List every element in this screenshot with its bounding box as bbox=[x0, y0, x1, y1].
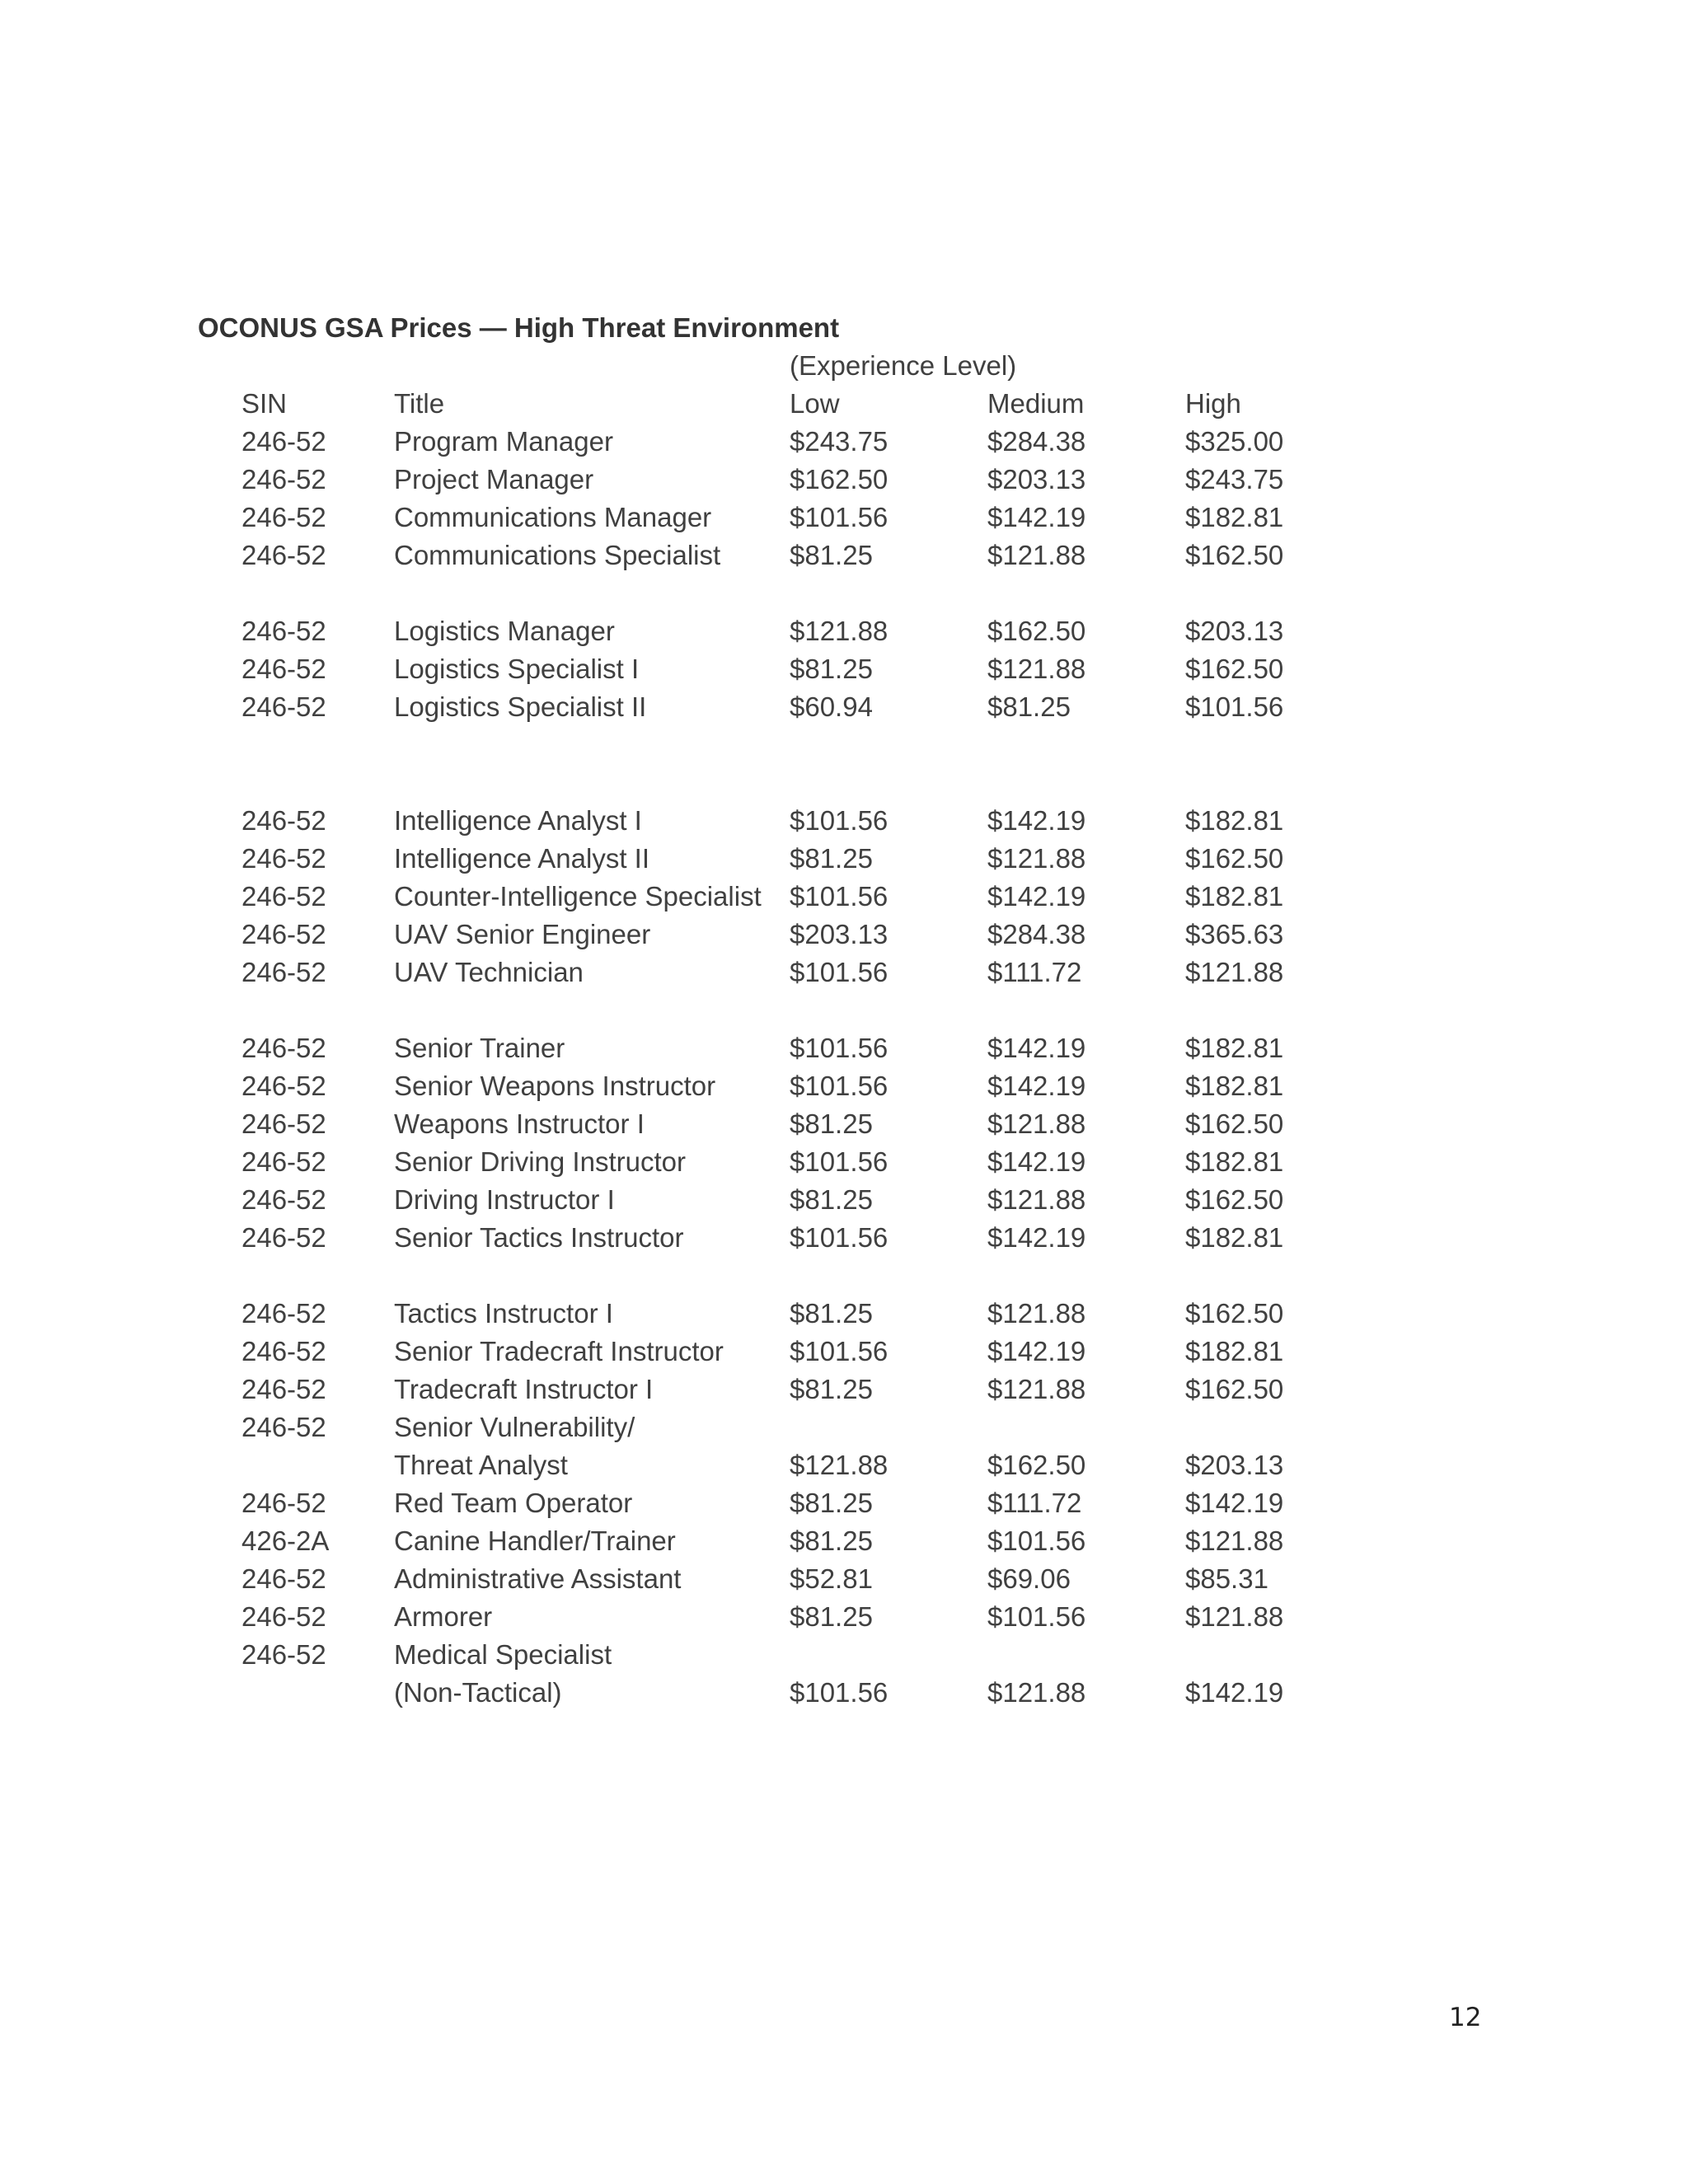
cell-low: $101.56 bbox=[790, 805, 889, 836]
cell-medium: $142.19 bbox=[987, 502, 1086, 532]
cell-title: UAV Senior Engineer bbox=[394, 919, 651, 949]
cell-medium: $142.19 bbox=[987, 881, 1086, 912]
cell-title: Senior Vulnerability/ bbox=[394, 1412, 635, 1442]
header-high: High bbox=[1185, 388, 1241, 419]
cell-medium: $142.19 bbox=[987, 1033, 1086, 1063]
cell-high: $182.81 bbox=[1185, 1033, 1284, 1063]
cell-high: $162.50 bbox=[1185, 540, 1284, 570]
table-row bbox=[0, 1522, 1688, 1560]
cell-sin: 246-52 bbox=[241, 843, 326, 874]
document-title: OCONUS GSA Prices — High Threat Environment bbox=[198, 312, 840, 343]
cell-low: $121.88 bbox=[790, 616, 889, 646]
cell-low: $121.88 bbox=[790, 1450, 889, 1480]
cell-high: $142.19 bbox=[1185, 1677, 1284, 1708]
cell-medium: $142.19 bbox=[987, 1222, 1086, 1253]
table-header-row bbox=[0, 385, 1688, 423]
cell-low: $101.56 bbox=[790, 881, 889, 912]
header-sin: SIN bbox=[241, 388, 288, 419]
cell-low: $81.25 bbox=[790, 843, 873, 874]
cell-sin: 246-52 bbox=[241, 1412, 326, 1442]
cell-title: UAV Technician bbox=[394, 957, 584, 987]
cell-high: $101.56 bbox=[1185, 691, 1284, 722]
cell-high: $182.81 bbox=[1185, 1146, 1284, 1177]
cell-sin: 246-52 bbox=[241, 881, 326, 912]
cell-high: $121.88 bbox=[1185, 1526, 1284, 1556]
table-row bbox=[0, 916, 1688, 954]
cell-sin: 246-52 bbox=[241, 919, 326, 949]
cell-high: $182.81 bbox=[1185, 881, 1284, 912]
cell-high: $325.00 bbox=[1185, 426, 1284, 457]
table-row bbox=[0, 1484, 1688, 1522]
cell-low: $81.25 bbox=[790, 1601, 873, 1632]
header-title: Title bbox=[394, 388, 445, 419]
cell-sin: 246-52 bbox=[241, 1222, 326, 1253]
cell-sin: 246-52 bbox=[241, 540, 326, 570]
cell-medium: $111.72 bbox=[987, 1488, 1082, 1518]
table-row bbox=[0, 1560, 1688, 1598]
cell-medium: $162.50 bbox=[987, 1450, 1086, 1480]
cell-low: $60.94 bbox=[790, 691, 873, 722]
cell-medium: $81.25 bbox=[987, 691, 1071, 722]
table-row bbox=[0, 954, 1688, 991]
cell-medium: $203.13 bbox=[987, 464, 1086, 494]
cell-medium: $69.06 bbox=[987, 1563, 1071, 1594]
cell-low: $162.50 bbox=[790, 464, 889, 494]
cell-title: Senior Weapons Instructor bbox=[394, 1071, 716, 1101]
cell-medium: $111.72 bbox=[987, 957, 1082, 987]
cell-sin: 246-52 bbox=[241, 1488, 326, 1518]
experience-level-label: (Experience Level) bbox=[790, 350, 1017, 381]
table-row bbox=[0, 461, 1688, 499]
cell-title: Medical Specialist bbox=[394, 1639, 612, 1670]
cell-low: $101.56 bbox=[790, 1033, 889, 1063]
cell-sin: 246-52 bbox=[241, 1336, 326, 1366]
cell-high: $162.50 bbox=[1185, 1184, 1284, 1215]
cell-medium: $101.56 bbox=[987, 1526, 1086, 1556]
cell-sin: 246-52 bbox=[241, 957, 326, 987]
cell-high: $162.50 bbox=[1185, 1298, 1284, 1329]
cell-low: $81.25 bbox=[790, 1298, 873, 1329]
table-row bbox=[0, 1143, 1688, 1181]
table-row bbox=[0, 1333, 1688, 1371]
cell-title: Armorer bbox=[394, 1601, 493, 1632]
cell-title: Intelligence Analyst I bbox=[394, 805, 642, 836]
cell-low: $81.25 bbox=[790, 1184, 873, 1215]
cell-title: Logistics Specialist II bbox=[394, 691, 647, 722]
cell-medium: $121.88 bbox=[987, 1184, 1086, 1215]
cell-sin: 426-2A bbox=[241, 1526, 330, 1556]
cell-high: $162.50 bbox=[1185, 654, 1284, 684]
cell-sin: 246-52 bbox=[241, 502, 326, 532]
cell-high: $182.81 bbox=[1185, 805, 1284, 836]
cell-sin: 246-52 bbox=[241, 1108, 326, 1139]
table-row bbox=[0, 612, 1688, 650]
cell-low: $101.56 bbox=[790, 1071, 889, 1101]
cell-medium: $121.88 bbox=[987, 843, 1086, 874]
cell-low: $101.56 bbox=[790, 1146, 889, 1177]
table-row bbox=[0, 1067, 1688, 1105]
table-row bbox=[0, 878, 1688, 916]
table-row bbox=[0, 802, 1688, 840]
cell-medium: $284.38 bbox=[987, 919, 1086, 949]
cell-high: $365.63 bbox=[1185, 919, 1284, 949]
table-row bbox=[0, 537, 1688, 574]
cell-medium: $101.56 bbox=[987, 1601, 1086, 1632]
cell-low: $101.56 bbox=[790, 1677, 889, 1708]
cell-low: $101.56 bbox=[790, 1336, 889, 1366]
cell-high: $162.50 bbox=[1185, 1108, 1284, 1139]
cell-low: $81.25 bbox=[790, 1488, 873, 1518]
cell-low: $101.56 bbox=[790, 1222, 889, 1253]
table-row bbox=[0, 1219, 1688, 1257]
cell-low: $52.81 bbox=[790, 1563, 873, 1594]
cell-medium: $162.50 bbox=[987, 616, 1086, 646]
cell-medium: $284.38 bbox=[987, 426, 1086, 457]
cell-title: Tradecraft Instructor I bbox=[394, 1374, 654, 1404]
cell-sin: 246-52 bbox=[241, 805, 326, 836]
cell-title: Communications Manager bbox=[394, 502, 712, 532]
cell-high: $243.75 bbox=[1185, 464, 1284, 494]
cell-sin: 246-52 bbox=[241, 616, 326, 646]
table-row bbox=[0, 1371, 1688, 1408]
table-row bbox=[0, 1408, 1688, 1446]
cell-medium: $121.88 bbox=[987, 654, 1086, 684]
cell-high: $182.81 bbox=[1185, 502, 1284, 532]
cell-high: $203.13 bbox=[1185, 1450, 1284, 1480]
table-row bbox=[0, 1105, 1688, 1143]
cell-title: Senior Tradecraft Instructor bbox=[394, 1336, 724, 1366]
cell-title: Logistics Specialist I bbox=[394, 654, 640, 684]
cell-sin: 246-52 bbox=[241, 464, 326, 494]
table-row bbox=[0, 1598, 1688, 1636]
cell-low: $81.25 bbox=[790, 540, 873, 570]
cell-high: $142.19 bbox=[1185, 1488, 1284, 1518]
cell-sin: 246-52 bbox=[241, 1071, 326, 1101]
cell-high: $182.81 bbox=[1185, 1071, 1284, 1101]
cell-medium: $121.88 bbox=[987, 1298, 1086, 1329]
table-row bbox=[0, 1181, 1688, 1219]
cell-title: Counter-Intelligence Specialist bbox=[394, 881, 762, 912]
table-row bbox=[0, 423, 1688, 461]
cell-title: Program Manager bbox=[394, 426, 613, 457]
cell-medium: $142.19 bbox=[987, 1336, 1086, 1366]
cell-sin: 246-52 bbox=[241, 1601, 326, 1632]
cell-title: Intelligence Analyst II bbox=[394, 843, 650, 874]
cell-low: $81.25 bbox=[790, 654, 873, 684]
cell-title: Logistics Manager bbox=[394, 616, 615, 646]
table-row bbox=[0, 1446, 1688, 1484]
table-row bbox=[0, 1295, 1688, 1333]
table-row bbox=[0, 1029, 1688, 1067]
table-row bbox=[0, 840, 1688, 878]
cell-high: $85.31 bbox=[1185, 1563, 1268, 1594]
cell-sin: 246-52 bbox=[241, 1639, 326, 1670]
header-medium: Medium bbox=[987, 388, 1085, 419]
cell-sin: 246-52 bbox=[241, 426, 326, 457]
cell-low: $81.25 bbox=[790, 1108, 873, 1139]
cell-sin: 246-52 bbox=[241, 1563, 326, 1594]
cell-title: Administrative Assistant bbox=[394, 1563, 682, 1594]
cell-high: $162.50 bbox=[1185, 1374, 1284, 1404]
cell-title: Driving Instructor I bbox=[394, 1184, 615, 1215]
cell-sin: 246-52 bbox=[241, 1184, 326, 1215]
cell-title: Tactics Instructor I bbox=[394, 1298, 613, 1329]
cell-medium: $121.88 bbox=[987, 1108, 1086, 1139]
cell-sin: 246-52 bbox=[241, 1298, 326, 1329]
cell-high: $182.81 bbox=[1185, 1222, 1284, 1253]
cell-medium: $121.88 bbox=[987, 1677, 1086, 1708]
table-row bbox=[0, 1674, 1688, 1712]
cell-low: $81.25 bbox=[790, 1526, 873, 1556]
cell-medium: $142.19 bbox=[987, 1071, 1086, 1101]
header-low: Low bbox=[790, 388, 840, 419]
cell-low: $81.25 bbox=[790, 1374, 873, 1404]
cell-sin: 246-52 bbox=[241, 1374, 326, 1404]
cell-low: $203.13 bbox=[790, 919, 889, 949]
cell-title: Project Manager bbox=[394, 464, 594, 494]
cell-title: Communications Specialist bbox=[394, 540, 721, 570]
cell-title: Senior Tactics Instructor bbox=[394, 1222, 684, 1253]
cell-title: Red Team Operator bbox=[394, 1488, 633, 1518]
cell-sin: 246-52 bbox=[241, 691, 326, 722]
table-row bbox=[0, 650, 1688, 688]
cell-title: Canine Handler/Trainer bbox=[394, 1526, 676, 1556]
table-row bbox=[0, 1636, 1688, 1674]
cell-high: $121.88 bbox=[1185, 957, 1284, 987]
cell-low: $243.75 bbox=[790, 426, 889, 457]
page-number: 12 bbox=[1449, 2003, 1482, 2032]
cell-sin: 246-52 bbox=[241, 654, 326, 684]
cell-sin: 246-52 bbox=[241, 1146, 326, 1177]
cell-high: $121.88 bbox=[1185, 1601, 1284, 1632]
cell-title: (Non-Tactical) bbox=[394, 1677, 562, 1708]
cell-high: $182.81 bbox=[1185, 1336, 1284, 1366]
cell-title: Senior Driving Instructor bbox=[394, 1146, 686, 1177]
cell-title: Weapons Instructor I bbox=[394, 1108, 645, 1139]
cell-title: Threat Analyst bbox=[394, 1450, 568, 1480]
cell-sin: 246-52 bbox=[241, 1033, 326, 1063]
cell-medium: $121.88 bbox=[987, 1374, 1086, 1404]
table-row bbox=[0, 688, 1688, 726]
table-row bbox=[0, 499, 1688, 537]
cell-title: Senior Trainer bbox=[394, 1033, 565, 1063]
cell-medium: $142.19 bbox=[987, 1146, 1086, 1177]
cell-low: $101.56 bbox=[790, 502, 889, 532]
cell-medium: $121.88 bbox=[987, 540, 1086, 570]
cell-medium: $142.19 bbox=[987, 805, 1086, 836]
cell-low: $101.56 bbox=[790, 957, 889, 987]
cell-high: $203.13 bbox=[1185, 616, 1284, 646]
cell-high: $162.50 bbox=[1185, 843, 1284, 874]
